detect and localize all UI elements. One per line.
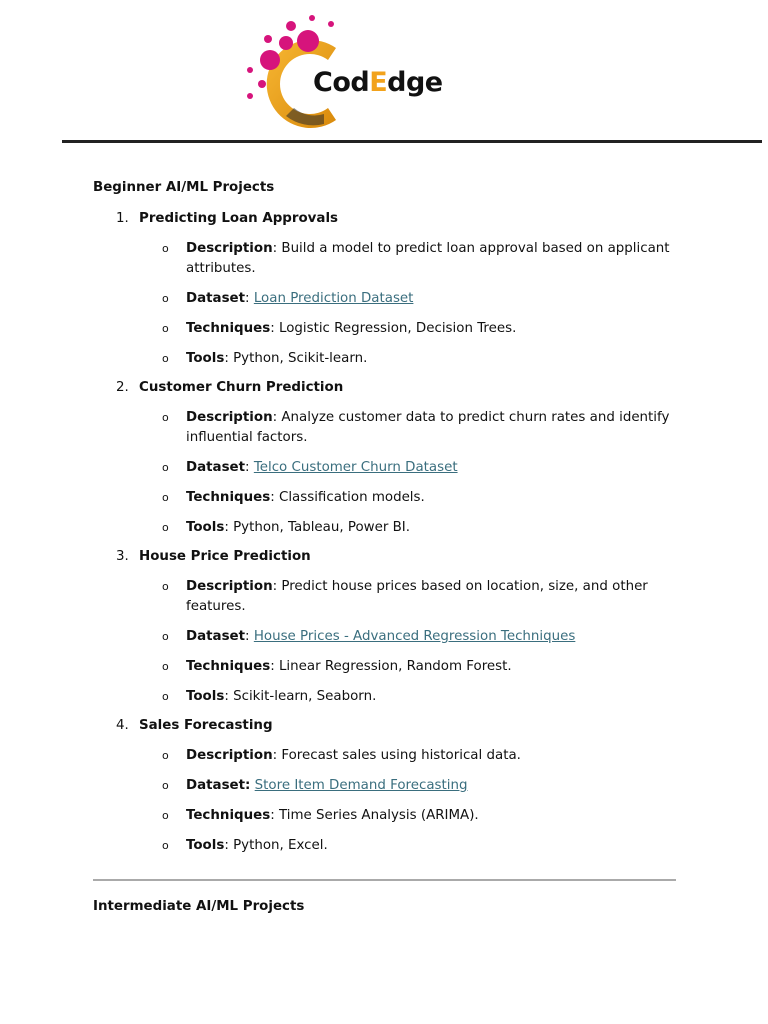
techniques-label: Techniques — [186, 659, 271, 674]
project-title: House Price Prediction — [139, 549, 311, 564]
project-list — [93, 209, 683, 856]
project-title: Sales Forecasting — [139, 718, 273, 733]
techniques-text: : Classification models. — [270, 490, 425, 505]
dataset-link[interactable]: Telco Customer Churn Dataset — [253, 460, 458, 475]
detail-dataset — [93, 458, 683, 478]
project-item — [93, 547, 683, 707]
tools-text: : Python, Tableau, Power BI. — [224, 520, 410, 535]
description-label: Description — [186, 410, 273, 425]
detail-techniques — [93, 488, 683, 508]
bullet-icon: o — [162, 411, 169, 424]
detail-dataset — [93, 627, 683, 647]
techniques-text: : Time Series Analysis (ARIMA). — [270, 808, 479, 823]
tools-label: Tools — [186, 520, 225, 535]
dataset-link[interactable]: Store Item Demand Forecasting — [254, 778, 468, 793]
dataset-label: Dataset — [186, 460, 246, 475]
detail-tools — [93, 518, 683, 538]
detail-tools — [93, 687, 683, 707]
bullet-icon: o — [162, 749, 169, 762]
tools-text: : Scikit-learn, Seaborn. — [224, 689, 377, 704]
techniques-text: : Logistic Regression, Decision Trees. — [270, 321, 517, 336]
section-title-intermediate: Intermediate AI/ML Projects — [93, 899, 305, 914]
project-item — [93, 716, 683, 856]
detail-description — [93, 239, 683, 279]
detail-description — [93, 746, 683, 766]
section-divider — [93, 879, 676, 881]
project-item — [93, 378, 683, 538]
detail-description — [93, 408, 683, 448]
techniques-text: : Linear Regression, Random Forest. — [270, 659, 512, 674]
description-text: : Analyze customer data to predict churn rates and identify influential factors. — [186, 410, 670, 445]
bullet-icon: o — [162, 690, 169, 703]
logo-wordmark: CodEdge — [313, 67, 443, 98]
description-text: : Forecast sales using historical data. — [272, 748, 521, 763]
project-title: Customer Churn Prediction — [139, 380, 344, 395]
tools-label: Tools — [186, 351, 225, 366]
project-item — [93, 209, 683, 369]
detail-description — [93, 577, 683, 617]
dataset-label: Dataset — [186, 291, 246, 306]
dataset-separator: : — [245, 629, 254, 644]
dataset-separator: : — [245, 460, 254, 475]
bullet-icon: o — [162, 660, 169, 673]
dataset-link[interactable]: Loan Prediction Dataset — [253, 291, 414, 306]
project-number: 3. — [116, 549, 129, 564]
detail-techniques — [93, 806, 683, 826]
detail-dataset — [93, 289, 683, 309]
codedge-logo — [244, 12, 464, 132]
detail-techniques — [93, 657, 683, 677]
dataset-separator: : — [245, 291, 254, 306]
bullet-icon: o — [162, 322, 169, 335]
project-details — [93, 408, 683, 538]
tools-text: : Python, Excel. — [224, 838, 328, 853]
description-text: : Predict house prices based on location, size, and other features. — [186, 579, 648, 614]
description-label: Description — [186, 241, 273, 256]
bullet-icon: o — [162, 491, 169, 504]
document-body — [93, 178, 683, 928]
tools-text: : Python, Scikit-learn. — [224, 351, 368, 366]
bullet-icon: o — [162, 461, 169, 474]
dataset-link[interactable]: House Prices - Advanced Regression Techniques — [253, 629, 576, 644]
bullet-icon: o — [162, 352, 169, 365]
detail-tools — [93, 836, 683, 856]
description-label: Description — [186, 748, 273, 763]
bullet-icon: o — [162, 521, 169, 534]
header-divider — [62, 140, 762, 143]
dataset-label: Dataset: — [186, 778, 251, 793]
tools-label: Tools — [186, 689, 225, 704]
bullet-icon: o — [162, 809, 169, 822]
bullet-icon: o — [162, 839, 169, 852]
bullet-icon: o — [162, 630, 169, 643]
project-title: Predicting Loan Approvals — [139, 211, 339, 226]
project-details — [93, 577, 683, 707]
detail-tools — [93, 349, 683, 369]
techniques-label: Techniques — [186, 490, 271, 505]
detail-techniques — [93, 319, 683, 339]
dataset-label: Dataset — [186, 629, 246, 644]
bullet-icon: o — [162, 292, 169, 305]
bullet-icon: o — [162, 779, 169, 792]
section-title-beginner: Beginner AI/ML Projects — [93, 180, 275, 195]
project-number: 2. — [116, 380, 129, 395]
detail-dataset — [93, 776, 683, 796]
project-details — [93, 239, 683, 369]
bullet-icon: o — [162, 580, 169, 593]
techniques-label: Techniques — [186, 321, 271, 336]
techniques-label: Techniques — [186, 808, 271, 823]
project-number: 4. — [116, 718, 129, 733]
description-label: Description — [186, 579, 273, 594]
bullet-icon: o — [162, 242, 169, 255]
description-text: : Build a model to predict loan approval based on applicant attributes. — [186, 241, 670, 276]
project-number: 1. — [116, 211, 129, 226]
tools-label: Tools — [186, 838, 225, 853]
project-details — [93, 746, 683, 856]
